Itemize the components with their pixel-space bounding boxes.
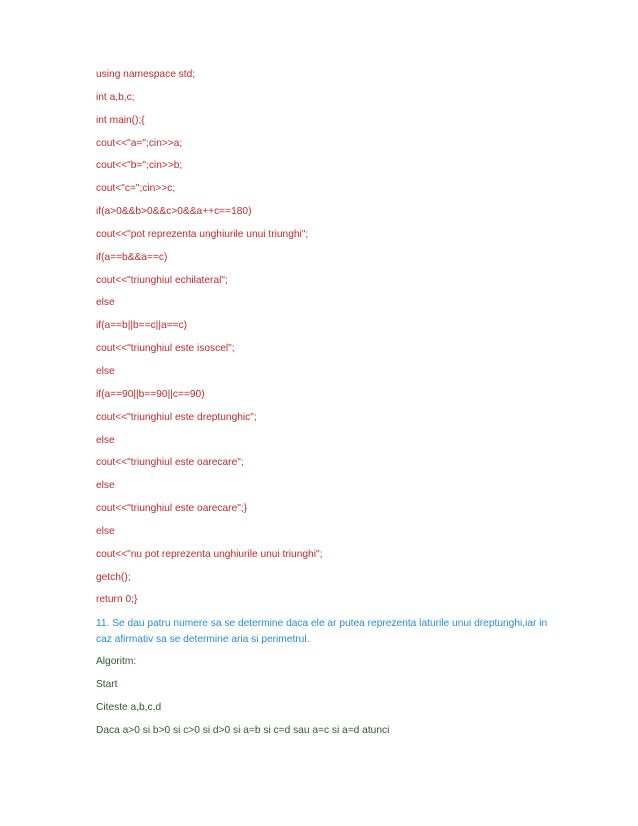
code-line: else: [96, 480, 115, 492]
algorithm-block: [96, 655, 556, 737]
code-line: if(a==b||b==c||a==c): [96, 320, 188, 332]
algorithm-heading: Algoritm:: [96, 656, 137, 668]
code-line: getch();: [96, 571, 131, 583]
algorithm-line: Citeste a,b,c,d: [96, 701, 162, 713]
code-line: cout<<"a=";cin>>a;: [96, 137, 183, 149]
algorithm-line: Start: [96, 679, 118, 691]
code-line: int a,b,c;: [96, 91, 135, 103]
algorithm-line: Daca a>0 si b>0 si c>0 si d>0 si a=b si c=d sau a=c si a=d atunci: [96, 724, 390, 736]
code-line: cout<<"triunghiul echilateral";: [96, 274, 228, 286]
code-line: cout<"c=";cin>>c;: [96, 183, 176, 195]
code-line: cout<<"b=";cin>>b;: [96, 160, 183, 172]
code-line: cout<<"nu pot reprezenta unghiurile unui triunghi";: [96, 548, 323, 560]
code-line: int main();{: [96, 114, 145, 126]
problem-statement: 11. Se dau patru numere sa se determine daca ele ar putea reprezenta laturile unui dreptunghi,iar in caz afirmativ sa se determine aria si perimetrul.: [96, 618, 548, 645]
code-line: cout<<"triunghiul este oarecare";: [96, 457, 244, 469]
code-line: cout<<"triunghiul este dreptunghic";: [96, 411, 257, 423]
code-line: cout<<"pot reprezenta unghiurile unui triunghi";: [96, 228, 309, 240]
code-line: else: [96, 297, 115, 309]
code-line: else: [96, 365, 115, 377]
code-line: using namespace std;: [96, 69, 196, 80]
code-line: return 0;}: [96, 594, 138, 606]
code-block: [96, 68, 556, 606]
code-line: if(a==b&&a==c): [96, 251, 168, 263]
code-line: else: [96, 525, 115, 537]
code-line: else: [96, 434, 115, 446]
code-line: cout<<"triunghiul este isoscel";: [96, 343, 235, 355]
code-line: if(a==90||b==90||c==90): [96, 388, 205, 400]
code-line: cout<<"triunghiul este oarecare";}: [96, 503, 248, 515]
code-line: if(a>0&&b>0&&c>0&&a++c==180): [96, 206, 252, 218]
document-body: [96, 68, 556, 747]
